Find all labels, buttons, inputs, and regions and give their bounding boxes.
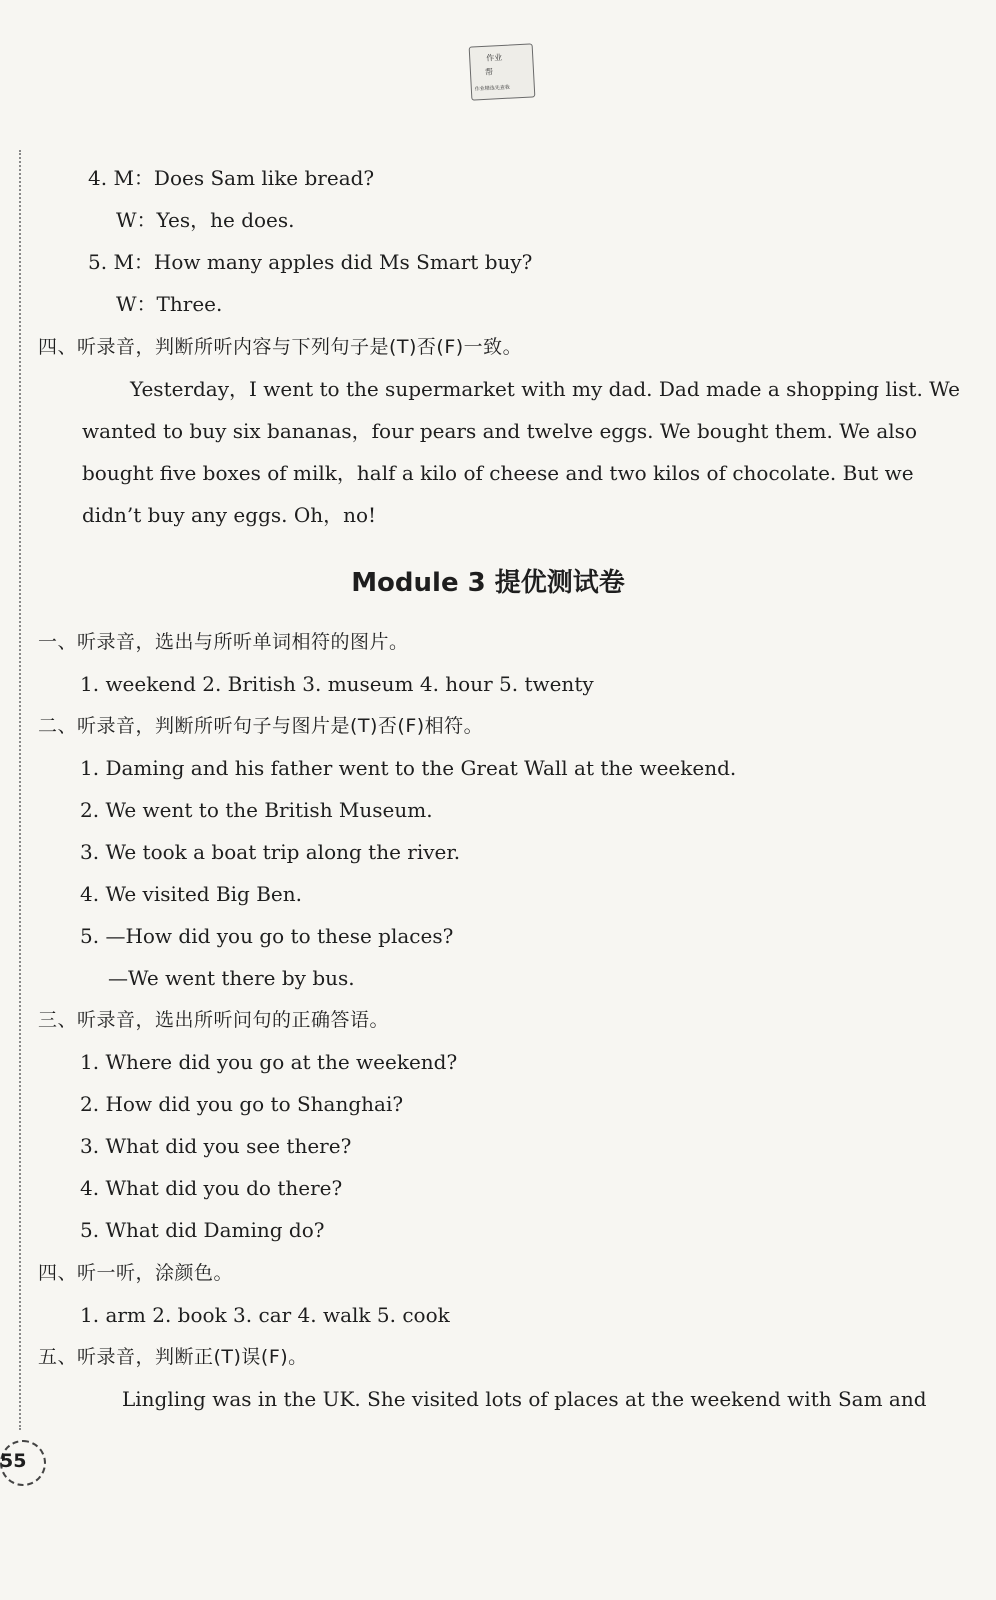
question-line: 5. What did Daming do?: [80, 1218, 325, 1242]
page-number-badge: [0, 1440, 46, 1486]
homework-stamp-logo: [469, 43, 536, 100]
dialogue-line: W：Three.: [116, 292, 223, 316]
stamp-text-3: 作业精选先查我: [474, 84, 511, 93]
question-line: 4. What did you do there?: [80, 1176, 343, 1200]
word-list: 1. arm 2. book 3. car 4. walk 5. cook: [80, 1303, 450, 1327]
stamp-text-1: 作业: [486, 52, 503, 63]
passage-line: bought five boxes of milk，half a kilo of cheese and two kilos of chocolate. But we: [82, 461, 914, 485]
question-line: 3. We took a boat trip along the river.: [80, 840, 461, 864]
question-line: 5. —How did you go to these places?: [80, 924, 454, 948]
section-heading: 一、听录音，选出与所听单词相符的图片。: [38, 631, 409, 653]
dialogue-line: W：Yes，he does.: [116, 208, 295, 232]
question-line: 4. We visited Big Ben.: [80, 882, 302, 906]
page-number: 55: [0, 1450, 27, 1472]
question-line: —We went there by bus.: [108, 966, 355, 990]
stamp-text-2: 帮: [484, 67, 494, 77]
question-line: 3. What did you see there?: [80, 1134, 352, 1158]
dialogue-line: 4. M：Does Sam like bread?: [88, 166, 375, 190]
question-line: 1. Where did you go at the weekend?: [80, 1050, 458, 1074]
module-title: Module 3 提优测试卷: [351, 568, 625, 598]
section-heading: 四、听一听，涂颜色。: [38, 1262, 234, 1284]
section-heading: 三、听录音，选出所听问句的正确答语。: [38, 1009, 390, 1031]
passage-line: wanted to buy six bananas，four pears and twelve eggs. We bought them. We also: [82, 419, 917, 443]
dialogue-line: 5. M：How many apples did Ms Smart buy?: [88, 250, 533, 274]
passage-line: Lingling was in the UK. She visited lots of places at the weekend with Sam and: [122, 1387, 927, 1411]
question-line: 2. How did you go to Shanghai?: [80, 1092, 404, 1116]
passage-line: Yesterday，I went to the supermarket with my dad. Dad made a shopping list. We: [130, 377, 960, 401]
section-heading: 五、听录音，判断正(T)误(F)。: [38, 1346, 308, 1368]
binding-margin-dots: [19, 150, 21, 1430]
question-line: 2. We went to the British Museum.: [80, 798, 433, 822]
section-heading: 四、听录音，判断所听内容与下列句子是(T)否(F)一致。: [38, 336, 523, 358]
word-list: 1. weekend 2. British 3. museum 4. hour 5. twenty: [80, 672, 594, 696]
passage-line: didn’t buy any eggs. Oh，no!: [82, 503, 377, 527]
question-line: 1. Daming and his father went to the Great Wall at the weekend.: [80, 756, 737, 780]
section-heading: 二、听录音，判断所听句子与图片是(T)否(F)相符。: [38, 715, 484, 737]
